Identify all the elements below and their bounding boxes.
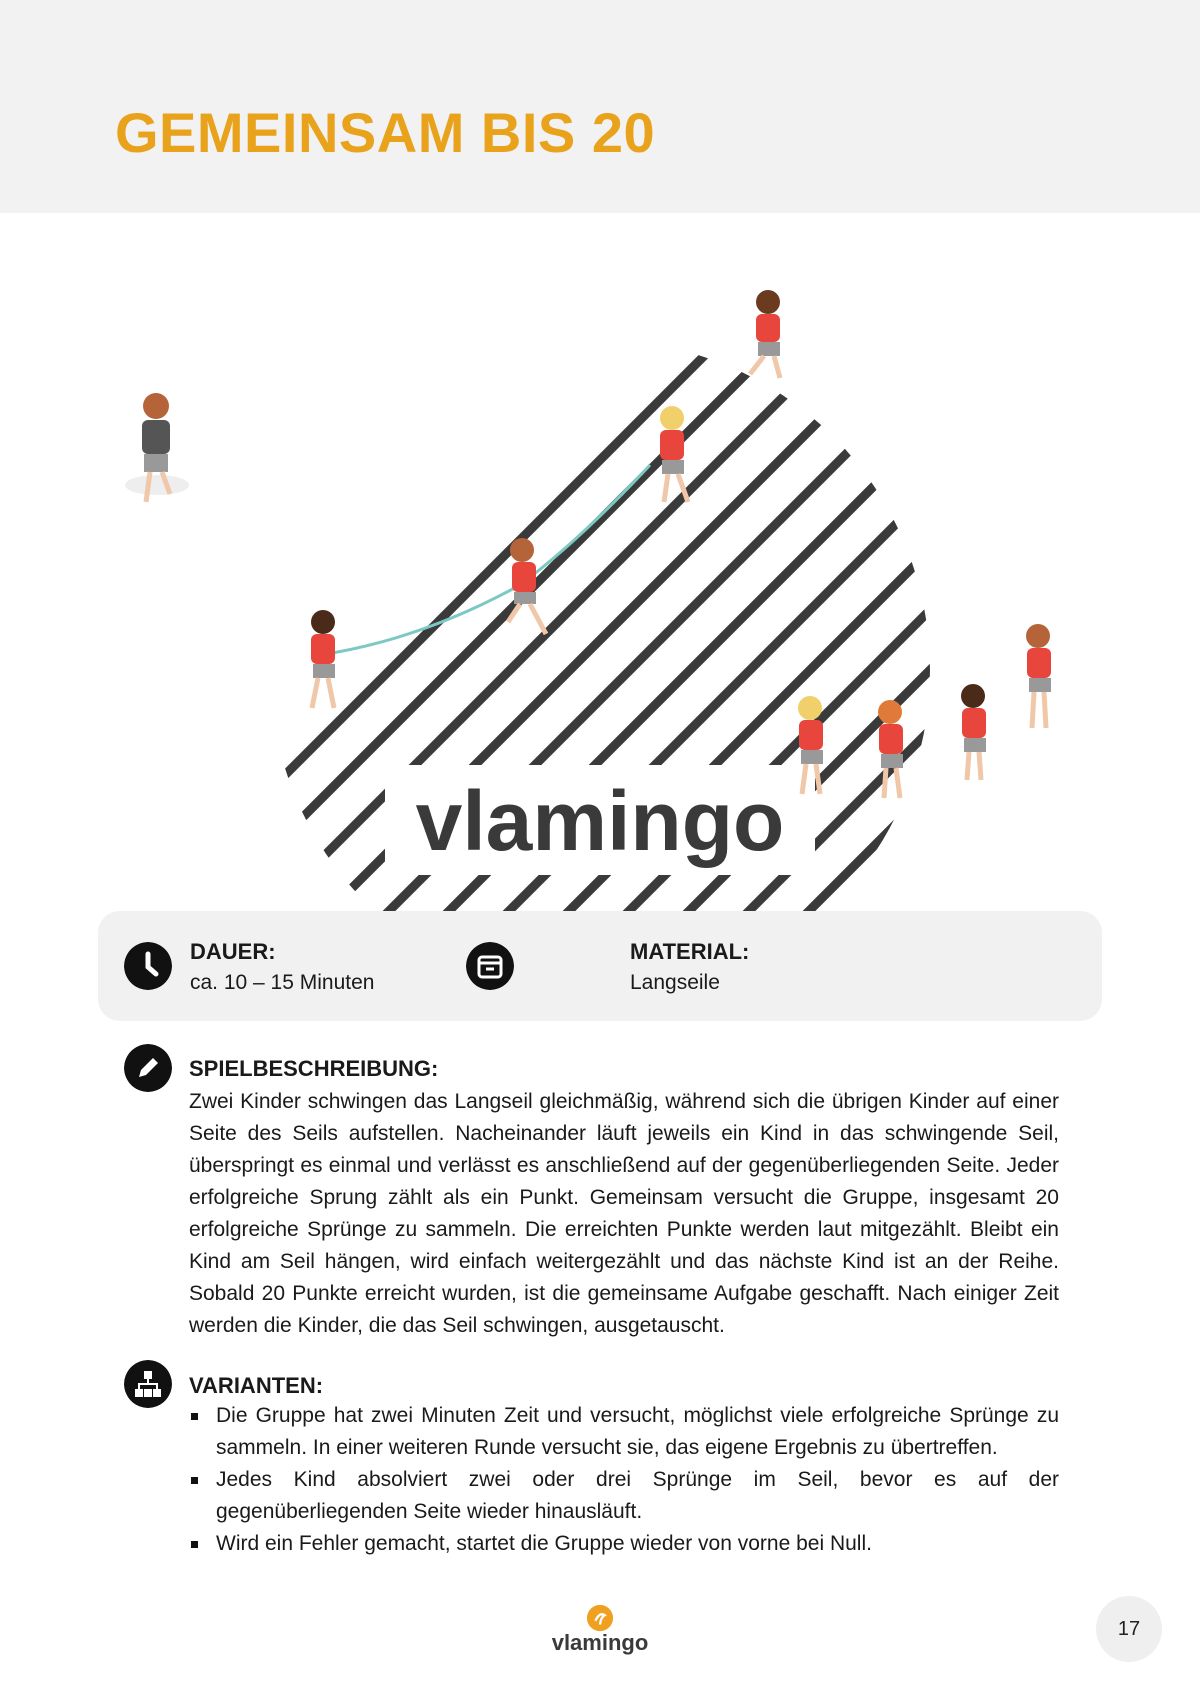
material-value: Langseile [630, 971, 720, 994]
footer-brand: vlamingo [551, 1630, 649, 1655]
child-figure [125, 393, 189, 502]
child-figure [311, 610, 335, 708]
illustration [80, 280, 1120, 920]
duration-value: ca. 10 – 15 Minuten [190, 971, 375, 994]
hierarchy-icon [124, 1360, 172, 1408]
child-figure [750, 290, 780, 378]
duration-label: DAUER: [190, 939, 276, 964]
child-figure [961, 684, 986, 780]
info-box [98, 911, 1102, 1021]
watermark-logo: vlamingo [415, 774, 785, 868]
list-item: Die Gruppe hat zwei Minuten Zeit und versucht, möglichst viele erfolgreiche Sprünge zu sammeln. In einer weiteren Runde versucht sie, das eigene Ergebnis zu übertreffen. [189, 1400, 1059, 1464]
duration-info [98, 911, 438, 1021]
child-figure [1026, 624, 1051, 728]
list-item: Jedes Kind absolviert zwei oder drei Sprünge im Seil, bevor es auf der gegenüberliegenden Seite wieder hinausläuft. [189, 1464, 1059, 1528]
footer-logo [548, 1604, 652, 1656]
flamingo-logo-icon [586, 1604, 614, 1632]
page-number: 17 [1096, 1596, 1162, 1662]
material-label: MATERIAL: [630, 939, 750, 964]
description-title: SPIELBESCHREIBUNG: [189, 1056, 439, 1081]
child-figure [660, 406, 688, 502]
list-item: Wird ein Fehler gemacht, startet die Gruppe wieder von vorne bei Null. [189, 1528, 1059, 1560]
variants-list [189, 1400, 1059, 1560]
page-title: GEMEINSAM BIS 20 [115, 101, 656, 164]
pencil-icon [124, 1044, 172, 1092]
material-box-icon [466, 942, 514, 990]
description-text: Zwei Kinder schwingen das Langseil gleichmäßig, während sich die übrigen Kinder auf einer Seite des Seils aufstellen. Nacheinander läuft jeweils ein Kind in das schwingende Seil, überspringt es einmal und verlässt es anschließend auf der gegenüberliegenden Seite. Jeder erfolgreiche Sprung zählt als ein Punkt. Gemeinsam versucht die Gruppe, insgesamt 20 erfolgreiche Sprünge zu sammeln. Die erreichten Punkte werden laut mitgezählt. Bleibt ein Kind am Seil hängen, wird einfach weitergezählt und das nächste Kind ist an der Reihe. Sobald 20 Punkte erreicht wurden, ist die gemeinsame Aufgabe geschafft. Nach einiger Zeit werden die Kinder, die das Seil schwingen, ausgetauscht. [189, 1090, 1059, 1337]
header-band [0, 0, 1200, 213]
material-info [438, 911, 1038, 1021]
clock-icon [124, 942, 172, 990]
variants-title: VARIANTEN: [189, 1373, 324, 1398]
